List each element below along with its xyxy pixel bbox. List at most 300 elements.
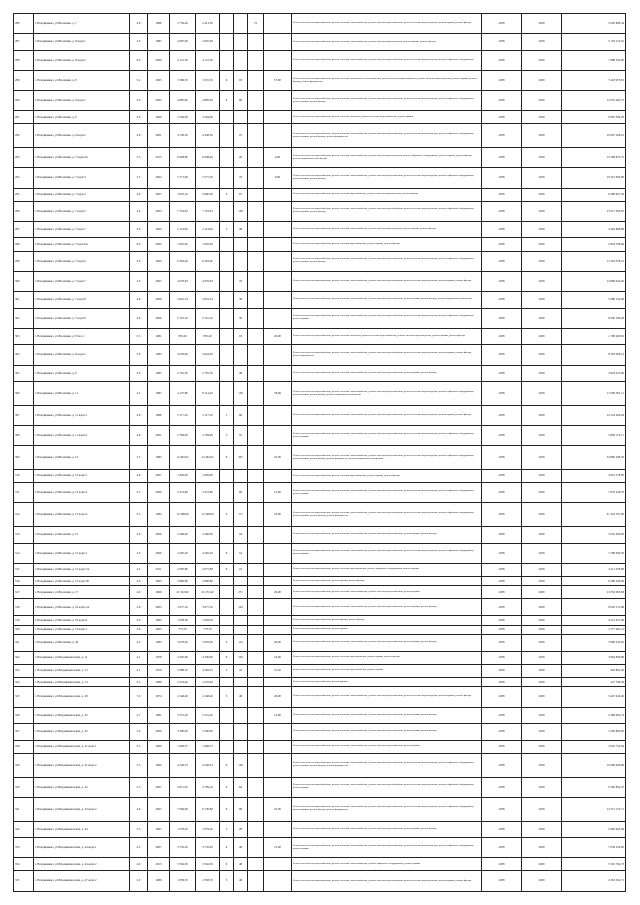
row-end-year: 2039 xyxy=(522,563,562,576)
row-entrances: 24 xyxy=(234,563,248,576)
row-living-area: 3 732,20 xyxy=(196,838,220,858)
row-floors: 9 xyxy=(220,651,234,664)
row-year: 1985 xyxy=(148,365,170,382)
row-material: 4.8 xyxy=(130,291,148,308)
row-residents xyxy=(248,858,264,871)
row-address: г. Владикавказ, ул.Весенняя, д. 7 корп.3 xyxy=(34,168,130,188)
row-works: Ремонт системы электроснабжения, ремонт системы теплоснабжения, ремонт системы водоснабжения, ремонт системы водоотведения, ремонт лифтового оборудования, ремонт крыши, ремонт фасада xyxy=(292,251,482,271)
row-material: 4.0 xyxy=(130,576,148,586)
row-residents xyxy=(248,34,264,51)
row-living-area: 5 701,10 xyxy=(196,308,220,328)
row-works: Ремонт системы электроснабжения, ремонт системы теплоснабжения, ремонт системы водоснабжения, ремонт системы водоотведения, ремонт лифтового оборудования, ремонт крыши, ремонт фасада, ремонт фундамента xyxy=(292,797,482,821)
row-living-area: 12 492,02 xyxy=(196,446,220,470)
row-year: 2005 xyxy=(148,91,170,111)
row-cost: 6 498 907,56 xyxy=(562,188,626,201)
row-cost: 4 363 322,71 xyxy=(562,871,626,891)
row-entrances xyxy=(234,625,248,635)
row-number: 292 xyxy=(14,124,34,148)
row-start-year: 2038 xyxy=(482,308,522,328)
row-start-year: 2038 xyxy=(482,291,522,308)
row-entrances: 48 xyxy=(234,365,248,382)
row-start-year: 2038 xyxy=(482,797,522,821)
row-number: 312 xyxy=(14,503,34,527)
row-number: 301 xyxy=(14,291,34,308)
row-end-year: 2039 xyxy=(522,777,562,797)
row-extra: 21,20 xyxy=(264,664,292,677)
row-living-area: 5 678,20 xyxy=(196,635,220,652)
row-end-year: 2039 xyxy=(522,470,562,483)
row-year: 1980 xyxy=(148,677,170,687)
row-floors xyxy=(220,271,234,291)
row-start-year: 2038 xyxy=(482,251,522,271)
row-start-year: 2038 xyxy=(482,470,522,483)
row-cost: 2 923 913,00 xyxy=(562,365,626,382)
row-floors: 5 xyxy=(220,664,234,677)
row-material: 4.8 xyxy=(130,124,148,148)
row-end-year: 2039 xyxy=(522,707,562,724)
row-living-area: 6 908,40 xyxy=(196,148,220,168)
row-works: Ремонт системы электроснабжения, ремонт системы водоснабжения, ремонт системы водоотведения, ремонт крыши xyxy=(292,188,482,201)
table-row xyxy=(14,201,626,221)
row-extra xyxy=(264,50,292,70)
table-row xyxy=(14,124,626,148)
row-year: 2006 xyxy=(148,308,170,328)
row-extra xyxy=(264,677,292,687)
row-floors xyxy=(220,527,234,544)
row-end-year: 2039 xyxy=(522,34,562,51)
row-end-year: 2039 xyxy=(522,503,562,527)
row-living-area: 2 248,46 xyxy=(196,687,220,707)
row-material: 4.0 xyxy=(130,111,148,124)
row-floors: 9 xyxy=(220,753,234,777)
row-address: г. Владикавказ, ул.Весенняя, д. 8 корп.1 xyxy=(34,34,130,51)
row-extra: 20,00 xyxy=(264,635,292,652)
table-row xyxy=(14,111,626,124)
row-start-year: 2038 xyxy=(482,707,522,724)
row-entrances xyxy=(234,576,248,586)
row-number: 293 xyxy=(14,148,34,168)
row-end-year: 2039 xyxy=(522,405,562,425)
row-address: г. Владикавказ, ул.Владикавказская, д. 14 xyxy=(34,677,130,687)
table-row xyxy=(14,677,626,687)
row-end-year: 2039 xyxy=(522,586,562,599)
row-extra xyxy=(264,188,292,201)
row-end-year: 2039 xyxy=(522,328,562,345)
row-cost: 7 888 322,00 xyxy=(562,50,626,70)
row-end-year: 2039 xyxy=(522,616,562,626)
row-material: 5.5 xyxy=(130,740,148,753)
row-address: г. Владикавказ, ул.Весенняя, д. 7 корп.5 xyxy=(34,201,130,221)
row-entrances xyxy=(234,14,248,34)
row-extra xyxy=(264,308,292,328)
row-material: 5.5 xyxy=(130,328,148,345)
table-row xyxy=(14,50,626,70)
row-entrances: 18 xyxy=(234,328,248,345)
row-entrances: 48 xyxy=(234,221,248,238)
row-cost: 12 254 206,94 xyxy=(562,405,626,425)
row-residents xyxy=(248,527,264,544)
row-floors xyxy=(220,616,234,626)
row-living-area: 3 977,16 xyxy=(196,599,220,616)
row-year: 2001 xyxy=(148,426,170,446)
row-start-year: 2038 xyxy=(482,221,522,238)
row-address: г. Владикавказ, ул.Весенняя, д. 9 xyxy=(34,111,130,124)
row-number: 325 xyxy=(14,687,34,707)
row-end-year: 2039 xyxy=(522,753,562,777)
row-residents xyxy=(248,271,264,291)
row-end-year: 2039 xyxy=(522,111,562,124)
row-start-year: 2038 xyxy=(482,724,522,741)
row-works: Ремонт системы электроснабжения, ремонт крыши, ремонт фасада xyxy=(292,576,482,586)
row-number: 306 xyxy=(14,382,34,406)
row-start-year: 2038 xyxy=(482,446,522,470)
row-number: 290 xyxy=(14,91,34,111)
row-extra xyxy=(264,238,292,251)
row-cost: 13 308 872,72 xyxy=(562,148,626,168)
row-living-area: 4 121,30 xyxy=(196,50,220,70)
row-total-area: 2 841,54 xyxy=(170,291,196,308)
row-works: Ремонт системы электроснабжения, ремонт крыши xyxy=(292,625,482,635)
row-floors xyxy=(220,291,234,308)
row-living-area: 4 392,25 xyxy=(196,664,220,677)
row-entrances: 45 xyxy=(234,664,248,677)
row-material: 5.4 xyxy=(130,71,148,91)
row-number: 308 xyxy=(14,426,34,446)
row-entrances: 69 xyxy=(234,483,248,503)
row-extra xyxy=(264,599,292,616)
row-number: 286 xyxy=(14,14,34,34)
row-year: 2013 xyxy=(148,148,170,168)
row-end-year: 2039 xyxy=(522,188,562,201)
row-residents xyxy=(248,483,264,503)
row-number: 289 xyxy=(14,71,34,91)
row-cost: 5 945 686,34 xyxy=(562,14,626,34)
row-residents xyxy=(248,168,264,188)
row-living-area: 835,20 xyxy=(196,328,220,345)
row-start-year: 2038 xyxy=(482,168,522,188)
row-works: Ремонт системы электроснабжения, ремонт системы теплоснабжения, ремонт системы водоотведения, ремонт крыши, ремонт фасада xyxy=(292,221,482,238)
row-cost: 7 308 590,56 xyxy=(562,543,626,563)
row-total-area: 1 658,50 xyxy=(170,616,196,626)
row-cost: 12 551 173,71 xyxy=(562,797,626,821)
row-number: 318 xyxy=(14,599,34,616)
row-number: 317 xyxy=(14,586,34,599)
row-year: 1995 xyxy=(148,71,170,91)
table-row xyxy=(14,740,626,753)
row-number: 314 xyxy=(14,543,34,563)
row-entrances: 158 xyxy=(234,201,248,221)
row-floors xyxy=(220,724,234,741)
row-extra: 26,00 xyxy=(264,687,292,707)
row-address: г. Владикавказ, ул.Владикавказская, д. 32 xyxy=(34,724,130,741)
row-entrances: 25 xyxy=(234,124,248,148)
table-row xyxy=(14,821,626,838)
row-start-year: 2038 xyxy=(482,740,522,753)
row-end-year: 2039 xyxy=(522,527,562,544)
row-total-area: 3 732,20 xyxy=(170,838,196,858)
table-row xyxy=(14,34,626,51)
row-floors xyxy=(220,625,234,635)
table-row xyxy=(14,446,626,470)
table-row xyxy=(14,543,626,563)
row-entrances xyxy=(234,251,248,271)
row-address: г. Владикавказ, ул.Весенняя, д. 7 корп.9А xyxy=(34,238,130,251)
row-material: 4.0 xyxy=(130,586,148,599)
row-residents xyxy=(248,470,264,483)
row-cost: 17 096 301,11 xyxy=(562,382,626,406)
row-floors: 9 xyxy=(220,503,234,527)
row-total-area: 835,20 xyxy=(170,328,196,345)
row-start-year: 2038 xyxy=(482,576,522,586)
row-material: 4.0 xyxy=(130,221,148,238)
row-material: 5.5 xyxy=(130,446,148,470)
row-entrances: 44 xyxy=(234,527,248,544)
row-extra xyxy=(264,543,292,563)
row-start-year: 2038 xyxy=(482,71,522,91)
row-total-area: 2 114,99 xyxy=(170,221,196,238)
row-year: 2006 xyxy=(148,543,170,563)
row-works: Ремонт системы электроснабжения, ремонт системы теплоснабжения, ремонт системы водоснабжения, ремонт системы водоотведения, ремонт крыши, ремонт фасада xyxy=(292,405,482,425)
row-cost: 14 866 942,92 xyxy=(562,271,626,291)
row-end-year: 2039 xyxy=(522,91,562,111)
row-floors xyxy=(220,14,234,34)
row-works: Ремонт системы электроснабжения, ремонт системы теплоснабжения, ремонт системы водоснабжения, ремонт крыши, ремонт фасада xyxy=(292,821,482,838)
row-year: 2003 xyxy=(148,599,170,616)
table-row xyxy=(14,405,626,425)
row-living-area: 21 272,40 xyxy=(196,586,220,599)
row-residents xyxy=(248,599,264,616)
row-total-area: 5 117,20 xyxy=(170,405,196,425)
row-living-area: 2 413,30 xyxy=(196,14,220,34)
row-residents xyxy=(248,753,264,777)
row-entrances: 48 xyxy=(234,858,248,871)
row-material: 4.1 xyxy=(130,651,148,664)
row-total-area: 4 546,53 xyxy=(170,753,196,777)
table-row xyxy=(14,426,626,446)
row-living-area: 1 078,20 xyxy=(196,821,220,838)
row-end-year: 2039 xyxy=(522,871,562,891)
table-row xyxy=(14,563,626,576)
row-works: Ремонт системы электроснабжения, ремонт системы теплоснабжения, ремонт системы водоснабжения, ремонт крыши, ремонт фасада, ремонт подвальных помещений xyxy=(292,291,482,308)
row-floors: 5 xyxy=(220,221,234,238)
row-number: 329 xyxy=(14,753,34,777)
row-end-year: 2039 xyxy=(522,71,562,91)
row-address: г. Владикавказ, ул.Владикавказская, д. 47 корп.2 xyxy=(34,871,130,891)
row-start-year: 2038 xyxy=(482,635,522,652)
row-number: 311 xyxy=(14,483,34,503)
row-extra: 57,00 xyxy=(264,71,292,91)
table-row xyxy=(14,838,626,858)
row-cost: 7 418 973,81 xyxy=(562,71,626,91)
row-start-year: 2038 xyxy=(482,753,522,777)
row-number: 322 xyxy=(14,651,34,664)
row-start-year: 2038 xyxy=(482,687,522,707)
row-works: Ремонт системы электроснабжения, ремонт системы теплоснабжения, ремонт системы водоснабжения, ремонт крыши, ремонт фасада xyxy=(292,527,482,544)
row-number: 315 xyxy=(14,563,34,576)
table-row xyxy=(14,91,626,111)
row-cost: 34 860 298,26 xyxy=(562,446,626,470)
row-start-year: 2038 xyxy=(482,405,522,425)
row-cost: 227 796,39 xyxy=(562,677,626,687)
row-total-area: 12 568,09 xyxy=(170,503,196,527)
table-row xyxy=(14,188,626,201)
row-floors: 5 xyxy=(220,188,234,201)
row-works: Ремонт системы электроснабжения, ремонт системы теплоснабжения, ремонт системы водоснабжения, ремонт системы водоотведения, ремонт лифтового оборудования, ремонт крыши xyxy=(292,777,482,797)
row-residents xyxy=(248,382,264,406)
row-cost: 10 099 260,90 xyxy=(562,753,626,777)
row-residents xyxy=(248,586,264,599)
row-total-area: 4 045,90 xyxy=(170,345,196,365)
row-extra: 16,00 xyxy=(264,651,292,664)
row-works: Ремонт системы электроснабжения, ремонт системы теплоснабжения, ремонт системы водоснабжения, ремонт крыши, ремонт фасада xyxy=(292,599,482,616)
row-floors: 9 xyxy=(220,797,234,821)
row-extra xyxy=(264,271,292,291)
row-total-area: 2 667,00 xyxy=(170,34,196,51)
row-material: 4.0 xyxy=(130,271,148,291)
row-extra xyxy=(264,527,292,544)
row-entrances: 114 xyxy=(234,635,248,652)
table-row xyxy=(14,382,626,406)
row-residents xyxy=(248,188,264,201)
row-cost: 10 907 296,91 xyxy=(562,124,626,148)
row-floors xyxy=(220,382,234,406)
table-row xyxy=(14,221,626,238)
row-floors: 5 xyxy=(220,871,234,891)
row-year: 1981 xyxy=(148,328,170,345)
row-floors xyxy=(220,576,234,586)
row-extra xyxy=(264,563,292,576)
row-number: 313 xyxy=(14,527,34,544)
row-works: Ремонт системы электроснабжения, ремонт системы отопления, ремонт системы водоснабжения, ремонт системы водоотведения, ремонт крыши, ремонт фасада xyxy=(292,328,482,345)
row-works: Ремонт системы электроснабжения, ремонт системы теплоснабжения, ремонт системы водоснабжения, ремонт системы водоотведения, ремонт крыши, ремонт фасада xyxy=(292,871,482,891)
row-address: г. Владикавказ, ул.Весенняя, д. 17 xyxy=(34,586,130,599)
row-total-area: 4 885,90 xyxy=(170,91,196,111)
row-works: Ремонт системы электроснабжения, ремонт системы теплоснабжения, ремонт системы водоснабжения, ремонт системы водоотведения, ремонт лифтового оборудования, ремонт крыши, ремонт фасада, ремонт фундамента xyxy=(292,753,482,777)
row-year: 2004 xyxy=(148,221,170,238)
row-number: 334 xyxy=(14,858,34,871)
row-start-year: 2038 xyxy=(482,271,522,291)
row-year: 1988 xyxy=(148,405,170,425)
row-end-year: 2039 xyxy=(522,635,562,652)
table-row xyxy=(14,586,626,599)
row-end-year: 2039 xyxy=(522,426,562,446)
row-extra: 25,00 xyxy=(264,446,292,470)
row-extra xyxy=(264,124,292,148)
row-year: 2009 xyxy=(148,50,170,70)
row-living-area: 3 562,30 xyxy=(196,858,220,871)
row-extra xyxy=(264,251,292,271)
row-entrances: 28 xyxy=(234,821,248,838)
row-end-year: 2039 xyxy=(522,308,562,328)
row-residents xyxy=(248,426,264,446)
row-address: г. Владикавказ, ул.Весенняя, д. 9 xyxy=(34,71,130,91)
table-row xyxy=(14,724,626,741)
row-number: 295 xyxy=(14,188,34,201)
row-number: 316 xyxy=(14,576,34,586)
row-residents xyxy=(248,740,264,753)
row-total-area: 2 888,70 xyxy=(170,664,196,677)
row-number: 324 xyxy=(14,677,34,687)
table-row xyxy=(14,483,626,503)
row-number: 305 xyxy=(14,365,34,382)
row-living-area: 2 252,40 xyxy=(196,677,220,687)
row-number: 330 xyxy=(14,777,34,797)
row-year: 1988 xyxy=(148,14,170,34)
row-year: 2004 xyxy=(148,251,170,271)
row-address: г. Владикавказ, ул.Владикавказская, д. 32 xyxy=(34,707,130,724)
row-extra xyxy=(264,724,292,741)
row-residents xyxy=(248,707,264,724)
row-residents xyxy=(248,308,264,328)
row-living-area: 1 858,70 xyxy=(196,871,220,891)
row-address: г. Владикавказ, ул.Весенняя, д. 13 корп.4 xyxy=(34,503,130,527)
row-extra: 29,00 xyxy=(264,586,292,599)
row-works: Ремонт системы электроснабжения, ремонт системы теплоснабжения, ремонт системы водоснабжения, ремонт системы водоотведения, ремонт лифтового оборудования, ремонт крыши xyxy=(292,838,482,858)
row-cost: 15 617 950,87 xyxy=(562,201,626,221)
row-works: Ремонт системы электроснабжения, ремонт системы теплоснабжения, ремонт системы водоснабжения, ремонт системы водоотведения, ремонт лифтового оборудования, ремонт крыши, ремонт фасада, ремонт подвальных помещений xyxy=(292,382,482,406)
row-number: 320 xyxy=(14,625,34,635)
table-row xyxy=(14,291,626,308)
row-cost: 8 003 172,98 xyxy=(562,599,626,616)
row-total-area: 1 081,00 xyxy=(170,238,196,251)
row-material: 2.6 xyxy=(130,599,148,616)
row-extra xyxy=(264,625,292,635)
row-works: Ремонт системы электроснабжения, ремонт системы теплоснабжения, ремонт системы водоснабжения, ремонт системы водоотведения, ремонт лифтового оборудования, ремонт крыши, ремонт фасада, ремонт фундамента xyxy=(292,503,482,527)
row-living-area: 6 363,40 xyxy=(196,251,220,271)
row-material: 4.0 xyxy=(130,34,148,51)
row-number: 309 xyxy=(14,446,34,470)
row-living-area: 1 081,00 xyxy=(196,238,220,251)
row-works: Ремонт системы электроснабжения, ремонт системы водоснабжения, ремонт крыши, ремонт фасада xyxy=(292,470,482,483)
row-total-area: 2 085,80 xyxy=(170,563,196,576)
row-works: Ремонт системы электроснабжения, ремонт системы отопления и теплоснабжения, ремонт системы водоснабжения, ремонт системы водоотведения, ремонт крыши, ремонт фасада, ремонт фундамента xyxy=(292,71,482,91)
row-address: г. Владикавказ, ул.Владикавказская, д. 43 корп.2 xyxy=(34,797,130,821)
row-entrances: 271 xyxy=(234,586,248,599)
row-cost: 13 352 095,68 xyxy=(562,586,626,599)
table-row xyxy=(14,664,626,677)
row-residents xyxy=(248,687,264,707)
row-cost: 3 411 078,90 xyxy=(562,563,626,576)
row-end-year: 2039 xyxy=(522,124,562,148)
row-material: 5.9 xyxy=(130,345,148,365)
row-cost: 9 930 106,28 xyxy=(562,308,626,328)
repair-schedule-table xyxy=(13,13,626,892)
row-living-area: 3 331,20 xyxy=(196,707,220,724)
table-row xyxy=(14,71,626,91)
row-floors xyxy=(220,201,234,221)
row-material: 4.0 xyxy=(130,188,148,201)
row-end-year: 2039 xyxy=(522,365,562,382)
table-row xyxy=(14,345,626,365)
row-address: г. Владикавказ, ул.Весенняя, д. 11 xyxy=(34,382,130,406)
row-year: 1979 xyxy=(148,664,170,677)
row-extra xyxy=(264,426,292,446)
row-number: 304 xyxy=(14,345,34,365)
row-material: 4.0 xyxy=(130,858,148,871)
row-entrances: 136 xyxy=(234,382,248,406)
row-address: г. Владикавказ, ул.Весенняя, д. 7 корп.2А xyxy=(34,148,130,168)
row-residents xyxy=(248,651,264,664)
row-extra: 14,00 xyxy=(264,707,292,724)
row-entrances: 171 xyxy=(234,503,248,527)
row-cost: 3 447 416,40 xyxy=(562,687,626,707)
row-residents xyxy=(248,50,264,70)
row-works: Ремонт системы электроснабжения, ремонт крыши xyxy=(292,677,482,687)
row-total-area: 2 781,50 xyxy=(170,365,196,382)
row-residents xyxy=(248,871,264,891)
row-end-year: 2039 xyxy=(522,838,562,858)
row-year: 2001 xyxy=(148,124,170,148)
